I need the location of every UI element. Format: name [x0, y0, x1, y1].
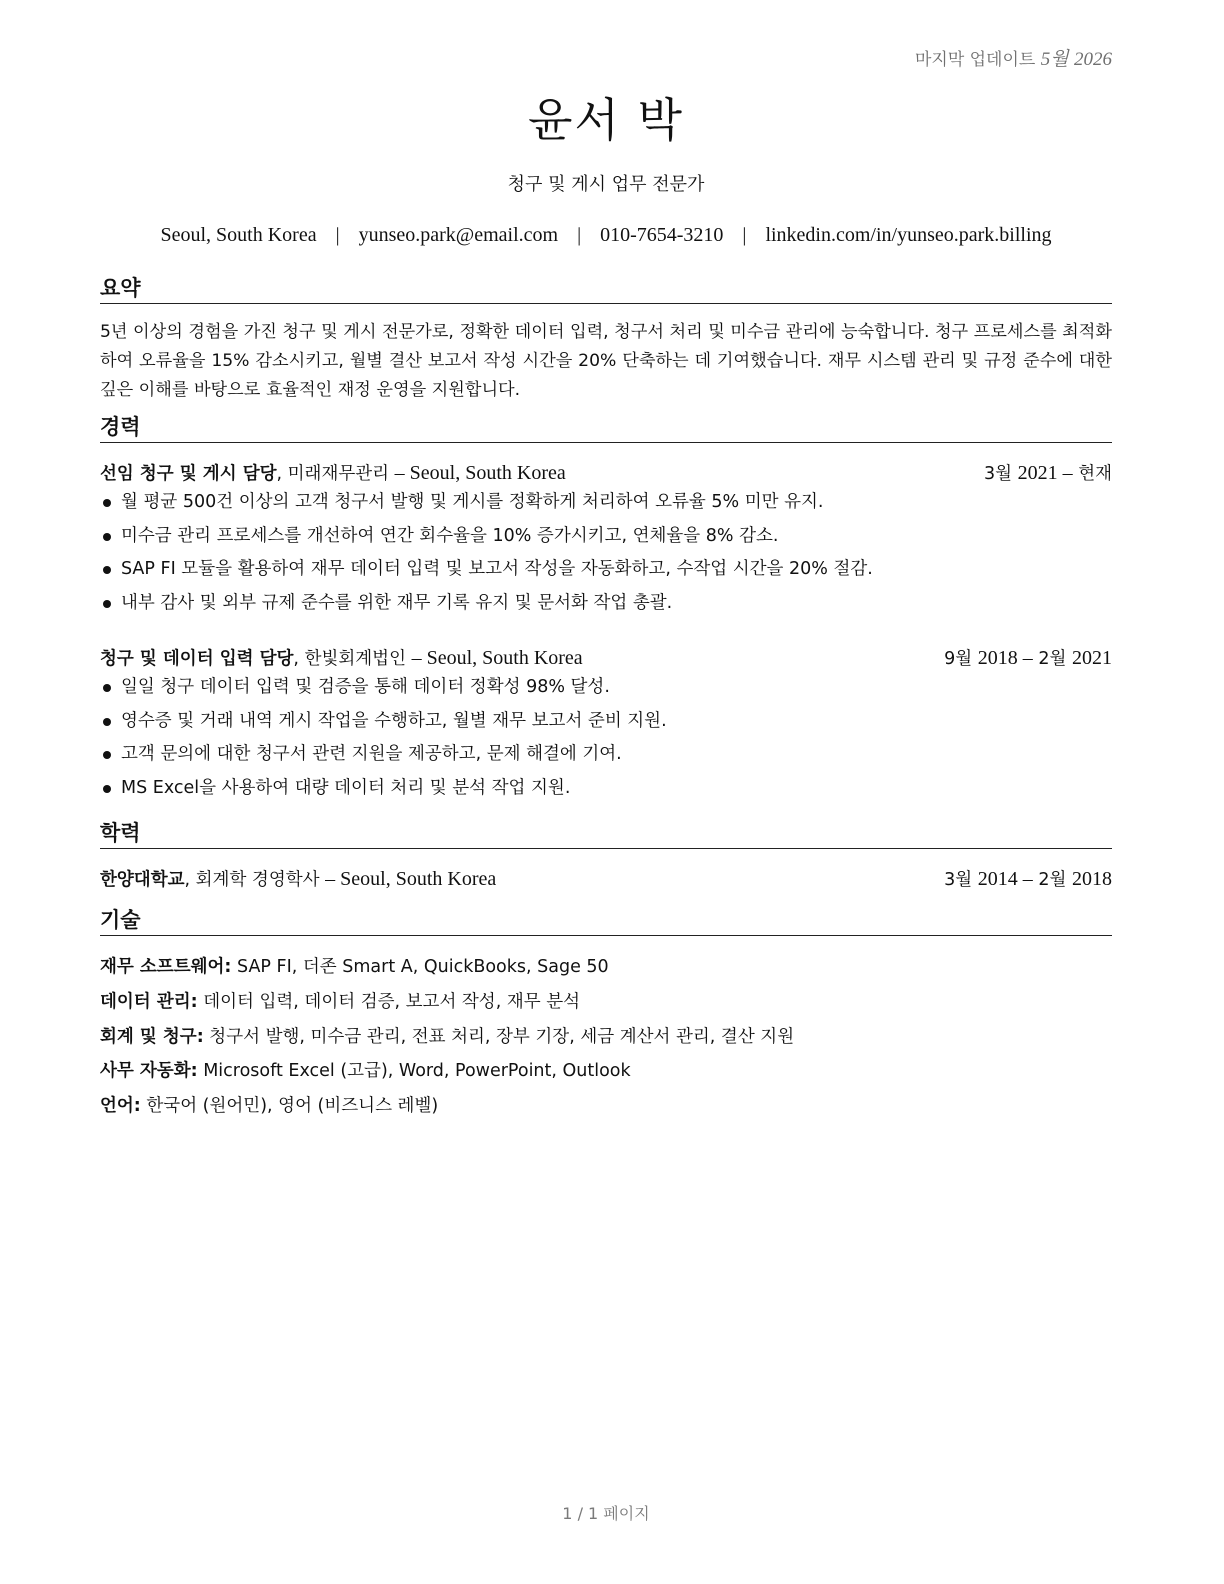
- job-location: – Seoul, South Korea: [411, 647, 583, 669]
- skill-value: 청구서 발행, 미수금 관리, 전표 처리, 장부 기장, 세금 계산서 관리, 결산 지원: [209, 1026, 795, 1047]
- section-heading-summary: 요약: [100, 275, 1112, 304]
- skill-value: 한국어 (원어민), 영어 (비즈니스 레벨): [146, 1096, 439, 1117]
- date-end: 현재: [1078, 464, 1112, 484]
- skill-value: 데이터 입력, 데이터 검증, 보고서 작성, 재무 분석: [203, 991, 581, 1012]
- skill-value: SAP FI, 더존 Smart A, QuickBooks, Sage 50: [237, 957, 609, 977]
- skill-row: [100, 1020, 1112, 1055]
- education-location: – Seoul, South Korea: [325, 868, 497, 890]
- date-start-month: 3월: [983, 464, 1013, 484]
- skills-list: [100, 950, 1112, 1124]
- summary-text: 5년 이상의 경험을 가진 청구 및 게시 전문가로, 정확한 데이터 입력, 청구서 처리 및 미수금 관리에 능숙합니다. 청구 프로세스를 최적화하여 오류율을 15% 감소시키고, 월별 결산 보고서 작성 시간을 20% 단축하는 데 기여했습니다. 재무 시스템 관리 및 규정 준수에 대한 깊은 이해를 바탕으로 효율적인 재정 운영을 지원합니다.: [100, 322, 1112, 400]
- skill-key: 회계 및 청구:: [100, 1026, 204, 1047]
- candidate-name: 윤서 박: [528, 93, 684, 147]
- job-company: 한빛회계법인: [304, 649, 406, 669]
- education-degree: , 회계학 경영학사: [184, 870, 320, 890]
- job-bullets: [100, 486, 1112, 621]
- job-bullets: [100, 671, 1112, 806]
- skill-row: [100, 985, 1112, 1020]
- list-item: MS Excel을 사용하여 대량 데이터 처리 및 분석 작업 지원.: [100, 772, 1112, 806]
- page-footer: 1 / 1 페이지: [562, 1504, 650, 1523]
- job-header: 선임 청구 및 게시 담당, 미래재무관리 – Seoul, South Korea 3월 2021 – 현재: [100, 462, 1112, 484]
- last-updated-label: 마지막 업데이트: [914, 50, 1036, 70]
- education-dates: [944, 866, 1112, 891]
- skill-row: [100, 950, 1112, 985]
- education-line: [100, 866, 1112, 892]
- contact-location: Seoul, South Korea: [160, 224, 317, 246]
- education-school: 한양대학교: [100, 870, 185, 890]
- job-company: 미래재무관리: [287, 464, 390, 484]
- list-item: SAP FI 모듈을 활용하여 재무 데이터 입력 및 보고서 작성을 자동화하고, 수작업 시간을 20% 절감.: [100, 553, 1112, 587]
- skill-key: 사무 자동화:: [100, 1061, 198, 1082]
- last-updated: [915, 44, 1112, 71]
- date-start-month: 3월: [944, 870, 973, 890]
- section-heading-experience: 경력: [100, 414, 1112, 443]
- date-end-month: 2월: [1038, 649, 1067, 669]
- job-role: 선임 청구 및 게시 담당: [100, 464, 277, 484]
- list-item: 영수증 및 거래 내역 게시 작업을 수행하고, 월별 재무 보고서 준비 지원.: [100, 705, 1112, 739]
- date-end-year: 2021: [1072, 647, 1112, 669]
- contact-separator: |: [742, 224, 747, 246]
- list-item: 고객 문의에 대한 청구서 관련 지원을 제공하고, 문제 해결에 기여.: [100, 738, 1112, 772]
- skill-key: 데이터 관리:: [100, 991, 198, 1012]
- job-role: 청구 및 데이터 입력 담당: [100, 649, 294, 669]
- list-item: 월 평균 500건 이상의 고객 청구서 발행 및 게시를 정확하게 처리하여 오류율 5% 미만 유지.: [100, 486, 1112, 520]
- skill-key: 언어:: [100, 1096, 141, 1117]
- resume-page: [100, 0, 1112, 1584]
- date-start-year: 2021 –: [1017, 462, 1073, 484]
- job-header: 청구 및 데이터 입력 담당, 한빛회계법인 – Seoul, South Korea 9월 2018 – 2월 2021: [100, 647, 1112, 669]
- contact-linkedin[interactable]: linkedin.com/in/yunseo.park.billing: [765, 224, 1052, 246]
- date-end-year: 2018: [1072, 868, 1112, 890]
- job-dates: [944, 645, 1112, 670]
- contact-phone: 010-7654-3210: [600, 224, 724, 246]
- job-location: – Seoul, South Korea: [394, 462, 566, 484]
- contact-email[interactable]: yunseo.park@email.com: [358, 224, 559, 246]
- skill-row: [100, 1054, 1112, 1089]
- date-start-month: 9월: [944, 649, 973, 669]
- contact-separator: |: [335, 224, 340, 246]
- skill-value: Microsoft Excel (고급), Word, PowerPoint, Outlook: [203, 1061, 631, 1082]
- date-start-year: 2018 –: [977, 647, 1033, 669]
- skill-row: [100, 1089, 1112, 1124]
- section-heading-education: 학력: [100, 820, 1112, 849]
- contact-separator: |: [577, 224, 582, 246]
- list-item: 내부 감사 및 외부 규제 준수를 위한 재무 기록 유지 및 문서화 작업 총괄.: [100, 587, 1112, 621]
- section-heading-skills: 기술: [100, 907, 1112, 936]
- date-start-year: 2014 –: [977, 868, 1033, 890]
- contact-line: [100, 224, 1112, 247]
- last-updated-year: 2026: [1074, 49, 1112, 70]
- candidate-title: 청구 및 게시 업무 전문가: [507, 174, 705, 195]
- list-item: 미수금 관리 프로세스를 개선하여 연간 회수율을 10% 증가시키고, 연체율을 8% 감소.: [100, 520, 1112, 554]
- list-item: 일일 청구 데이터 입력 및 검증을 통해 데이터 정확성 98% 달성.: [100, 671, 1112, 705]
- skill-key: 재무 소프트웨어:: [100, 957, 232, 977]
- job-dates: [984, 460, 1112, 485]
- last-updated-month: 5월: [1040, 49, 1069, 70]
- date-end-month: 2월: [1038, 870, 1067, 890]
